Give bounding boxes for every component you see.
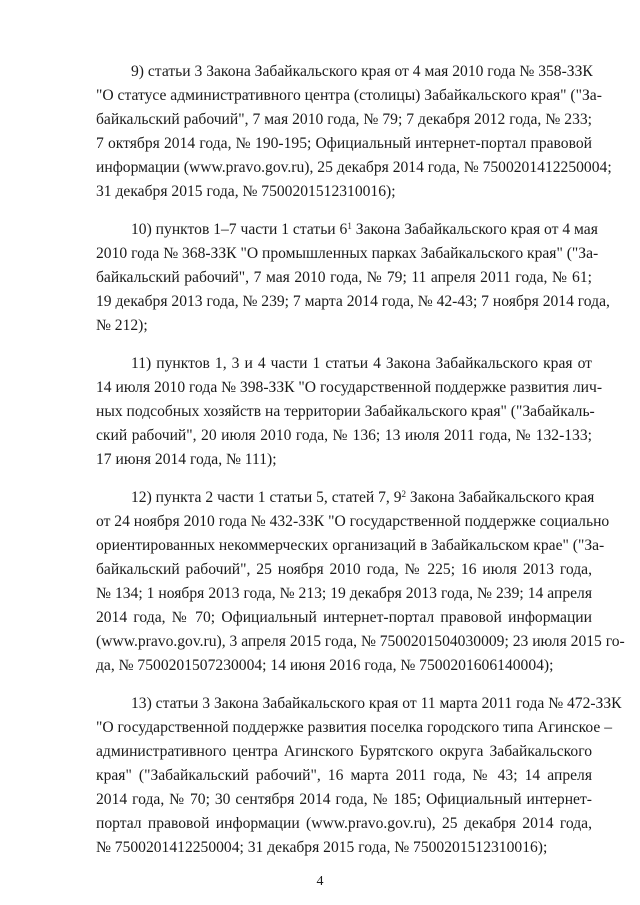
text-line: портал правовой информации (www.pravo.gov.ru), 25 декабря 2014 года, — [96, 815, 592, 832]
text-line: 2014 года, № 70; Официальный интернет-портал правовой информации — [96, 609, 592, 626]
text-line: № 7500201412250004; 31 декабря 2015 года, № 7500201512310016); — [96, 839, 548, 856]
page-number: 4 — [316, 874, 324, 889]
text-line: "О государственной поддержке развития поселка городского типа Агинское – — [96, 719, 613, 736]
text-line: да, № 7500201507230004; 14 июня 2016 года, № 7500201606140004); — [96, 657, 554, 674]
text-segment: 10) пунктов 1–7 части 1 статьи 6 — [131, 221, 348, 238]
text-line: № 212); — [96, 317, 148, 334]
text-line — [131, 486, 595, 510]
text-line: "О статусе административного центра (столицы) Забайкальского края" ("За- — [96, 87, 602, 104]
text-line: байкальский рабочий", 25 ноября 2010 года, № 225; 16 июля 2013 года, — [96, 561, 592, 578]
text-line: 19 декабря 2013 года, № 239; 7 марта 2014 года, № 42-43; 7 ноября 2014 года, — [96, 293, 610, 310]
text-line: ориентированных некоммерческих организаций в Забайкальском крае" ("За- — [96, 537, 605, 554]
text-segment: Закона Забайкальского края — [406, 489, 595, 506]
text-line: 14 июля 2010 года № 398-ЗЗК "О государственной поддержке развития лич- — [96, 379, 603, 396]
text-line: ных подсобных хозяйств на территории Забайкальского края" ("Забайкаль- — [96, 403, 595, 420]
text-line: 31 декабря 2015 года, № 7500201512310016); — [96, 183, 396, 200]
text-line: байкальский рабочий", 7 мая 2010 года, № 79; 11 апреля 2011 года, № 61; — [96, 269, 592, 286]
text-line: ский рабочий", 20 июля 2010 года, № 136; 13 июля 2011 года, № 132-133; — [96, 427, 592, 444]
text-line: 11) пунктов 1, 3 и 4 части 1 статьи 4 Закона Забайкальского края от — [131, 355, 592, 372]
text-line: края" ("Забайкальский рабочий", 16 марта 2011 года, № 43; 14 апреля — [96, 767, 592, 784]
text-line: (www.pravo.gov.ru), 3 апреля 2015 года, № 7500201504030009; 23 июля 2015 го- — [96, 633, 625, 650]
superscript: 1 — [347, 221, 352, 231]
text-line — [131, 218, 598, 242]
text-line: 7 октября 2014 года, № 190-195; Официальный интернет-портал правовой — [96, 135, 592, 152]
text-segment: Закона Забайкальского края от 4 мая — [351, 221, 598, 238]
text-line: № 134; 1 ноября 2013 года, № 213; 19 декабря 2013 года, № 239; 14 апреля — [96, 585, 592, 602]
text-line: 2010 года № 368-ЗЗК "О промышленных парках Забайкальского края" ("За- — [96, 245, 599, 262]
text-line: 2014 года, № 70; 30 сентября 2014 года, № 185; Официальный интернет- — [96, 791, 592, 808]
text-line: административного центра Агинского Бурятского округа Забайкальского — [96, 743, 592, 760]
text-line: 13) статьи 3 Закона Забайкальского края от 11 марта 2011 года № 472-ЗЗК — [131, 695, 622, 712]
text-segment: 12) пункта 2 части 1 статьи 5, статей 7, 9 — [131, 489, 402, 506]
text-line: от 24 ноября 2010 года № 432-ЗЗК "О государственной поддержке социально — [96, 513, 610, 530]
superscript: 2 — [401, 489, 407, 499]
text-line: байкальский рабочий", 7 мая 2010 года, № 79; 7 декабря 2012 года, № 233; — [96, 111, 592, 128]
text-line: информации (www.pravo.gov.ru), 25 декабря 2014 года, № 7500201412250004; — [96, 159, 612, 176]
text-line: 9) статьи 3 Закона Забайкальского края от 4 мая 2010 года № 358-ЗЗК — [131, 63, 593, 80]
text-line: 17 июня 2014 года, № 111); — [96, 451, 277, 468]
